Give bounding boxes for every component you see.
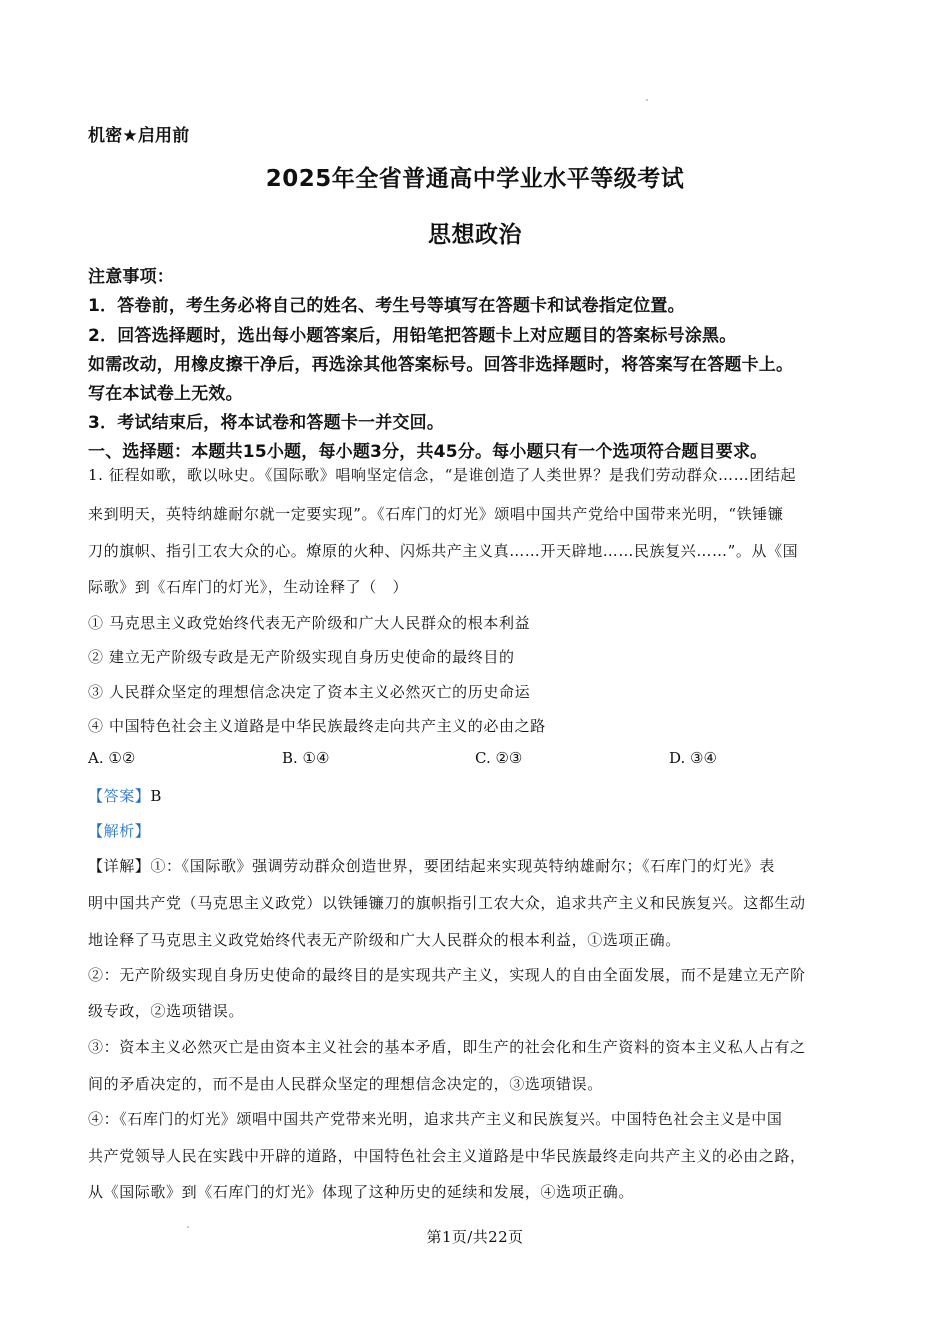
answer-options [88, 749, 868, 771]
detail-line: ②：无产阶级实现自身历史使命的最终目的是实现共产主义，实现人的自由全面发展，而不是建立无产阶 [88, 966, 806, 984]
notice-item: 3．考试结束后，将本试卷和答题卡一并交回。 [88, 413, 445, 433]
question-stem-line: 际歌》到《石库门的灯光》，生动诠释了（ ） [88, 578, 409, 596]
detail-line: ④：《石库门的灯光》颂唱中国共产党带来光明，追求共产主义和民族复兴。中国特色社会主义是中国 [88, 1110, 783, 1128]
statement-3: ③ 人民群众坚定的理想信念决定了资本主义必然灭亡的历史命运 [88, 683, 531, 701]
detail-line: 从《国际歌》到《石库门的灯光》体现了这种历史的延续和发展，④选项正确。 [88, 1183, 635, 1201]
confidential-label: 机密★启用前 [88, 126, 190, 146]
detail-line: 地诠释了马克思主义政党始终代表无产阶级和广大人民群众的根本利益，①选项正确。 [88, 931, 681, 949]
option-c: C. ②③ [475, 749, 523, 767]
answer-line [88, 785, 162, 806]
scan-speck [646, 99, 648, 101]
statement-4: ④ 中国特色社会主义道路是中华民族最终走向共产主义的必由之路 [88, 717, 546, 735]
answer-value: B [150, 787, 163, 805]
detail-line: 【详解】①：《国际歌》强调劳动群众创造世界，要团结起来实现英特纳雄耐尔；《石库门的灯光》表 [88, 857, 776, 875]
detail-line: 共产党领导人民在实践中开辟的道路，中国特色社会主义道路是中华民族最终走向共产主义的必由之路， [88, 1147, 806, 1165]
exam-title: 2025年全省普通高中学业水平等级考试 [265, 166, 685, 192]
notice-heading: 注意事项： [88, 267, 174, 287]
option-d: D. ③④ [669, 749, 717, 767]
detail-line: 明中国共产党（马克思主义政党）以铁锤镰刀的旗帜指引工农大众，追求共产主义和民族复兴。这都生动 [88, 894, 806, 912]
question-stem-line: 1. 征程如歌，歌以咏史。《国际歌》唱响坚定信念，“是谁创造了人类世界？是我们劳动群众……团结起 [88, 466, 797, 484]
option-b: B. ①④ [282, 749, 330, 767]
subject-title: 思想政治 [428, 222, 522, 248]
statement-1: ① 马克思主义政党始终代表无产阶级和广大人民群众的根本利益 [88, 614, 531, 632]
analysis-tag: 【解析】 [88, 822, 151, 840]
detail-line: 间的矛盾决定的，而不是由人民群众坚定的理想信念决定的，③选项错误。 [88, 1075, 603, 1093]
notice-item: 写在本试卷上无效。 [88, 384, 243, 404]
answer-tag: 【答案】 [88, 787, 151, 805]
page-number: 第1页/共22页 [426, 1228, 524, 1246]
detail-line: 级专政，②选项错误。 [88, 1002, 245, 1020]
notice-item: 如需改动，用橡皮擦干净后，再选涂其他答案标号。回答非选择题时，将答案写在答题卡上。 [88, 355, 794, 375]
option-a: A. ①② [88, 749, 136, 767]
statement-2: ② 建立无产阶级专政是无产阶级实现自身历史使命的最终目的 [88, 648, 515, 666]
section-heading: 一、选择题：本题共15小题，每小题3分，共45分。每小题只有一个选项符合题目要求。 [88, 442, 768, 462]
detail-line: ③：资本主义必然灭亡是由资本主义社会的基本矛盾，即生产的社会化和生产资料的资本主义私人占有之 [88, 1038, 806, 1056]
question-stem-line: 刀的旗帜、指引工农大众的心。燎原的火种、闪烁共产主义真……开天辟地……民族复兴……”。从《国 [88, 542, 799, 560]
question-stem-line: 来到明天，英特纳雄耐尔就一定要实现”。《石库门的灯光》颂唱中国共产党给中国带来光明，“铁锤镰 [88, 505, 784, 523]
notice-item: 1．答卷前，考生务必将自己的姓名、考生号等填写在答题卡和试卷指定位置。 [88, 296, 685, 316]
notice-item: 2．回答选择题时，选出每小题答案后，用铅笔把答题卡上对应题目的答案标号涂黑。 [88, 326, 737, 346]
